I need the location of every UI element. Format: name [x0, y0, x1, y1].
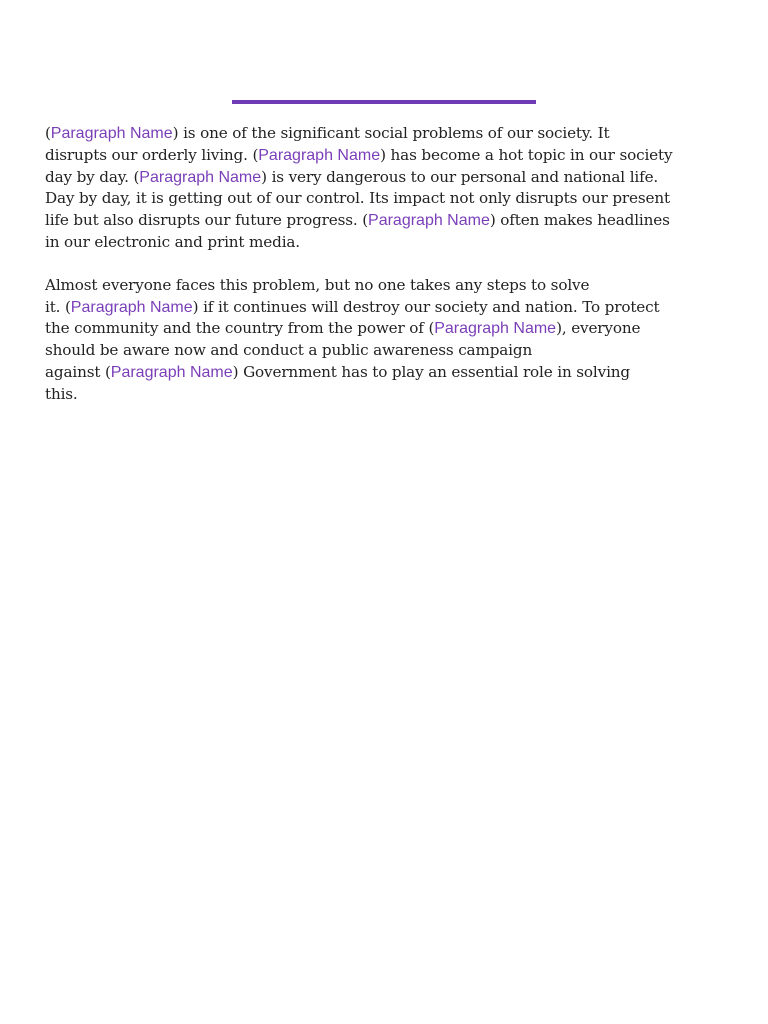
paragraph-2-line-4: should be aware now and conduct a public awareness campaign — [45, 341, 533, 360]
paragraph-2-line-1: Almost everyone faces this problem, but no one takes any steps to solve — [45, 275, 590, 294]
paragraph-2 — [45, 275, 735, 406]
paragraph-2-line-2: it. (Paragraph Name) if it continues will destroy our society and nation. To protect — [45, 297, 660, 316]
placeholder-paragraph-name: Paragraph Name — [139, 168, 262, 186]
paragraph-2-line-6: this. — [45, 384, 78, 403]
paragraph-1-line-6: in our electronic and print media. — [45, 232, 300, 251]
placeholder-paragraph-name: Paragraph Name — [70, 298, 193, 316]
placeholder-paragraph-name: Paragraph Name — [258, 146, 381, 164]
paragraph-2-line-5: against (Paragraph Name) Government has to play an essential role in solving — [45, 362, 630, 381]
essay-body — [45, 123, 735, 427]
paragraph-1-line-4: Day by day, it is getting out of our control. Its impact not only disrupts our present — [45, 189, 670, 208]
placeholder-paragraph-name: Paragraph Name — [368, 212, 490, 230]
placeholder-paragraph-name: Paragraph Name — [434, 320, 557, 338]
placeholder-paragraph-name: Paragraph Name — [110, 363, 233, 381]
placeholder-paragraph-name: Paragraph Name — [50, 125, 173, 142]
paragraph-1-line-2: disrupts our orderly living. (Paragraph Name) has become a hot topic in our society — [45, 145, 673, 164]
paragraph-1-line-3: day by day. (Paragraph Name) is very dangerous to our personal and national life. — [45, 167, 659, 186]
paragraph-1-line-1: (Paragraph Name) is one of the significant social problems of our society. It — [45, 124, 610, 142]
paragraph-1 — [45, 123, 735, 254]
paragraph-1-line-5: life but also disrupts our future progress. (Paragraph Name) often makes headlines — [45, 211, 670, 230]
title-underline-rule — [232, 100, 536, 104]
paragraph-2-line-3: the community and the country from the power of (Paragraph Name), everyone — [45, 319, 641, 338]
